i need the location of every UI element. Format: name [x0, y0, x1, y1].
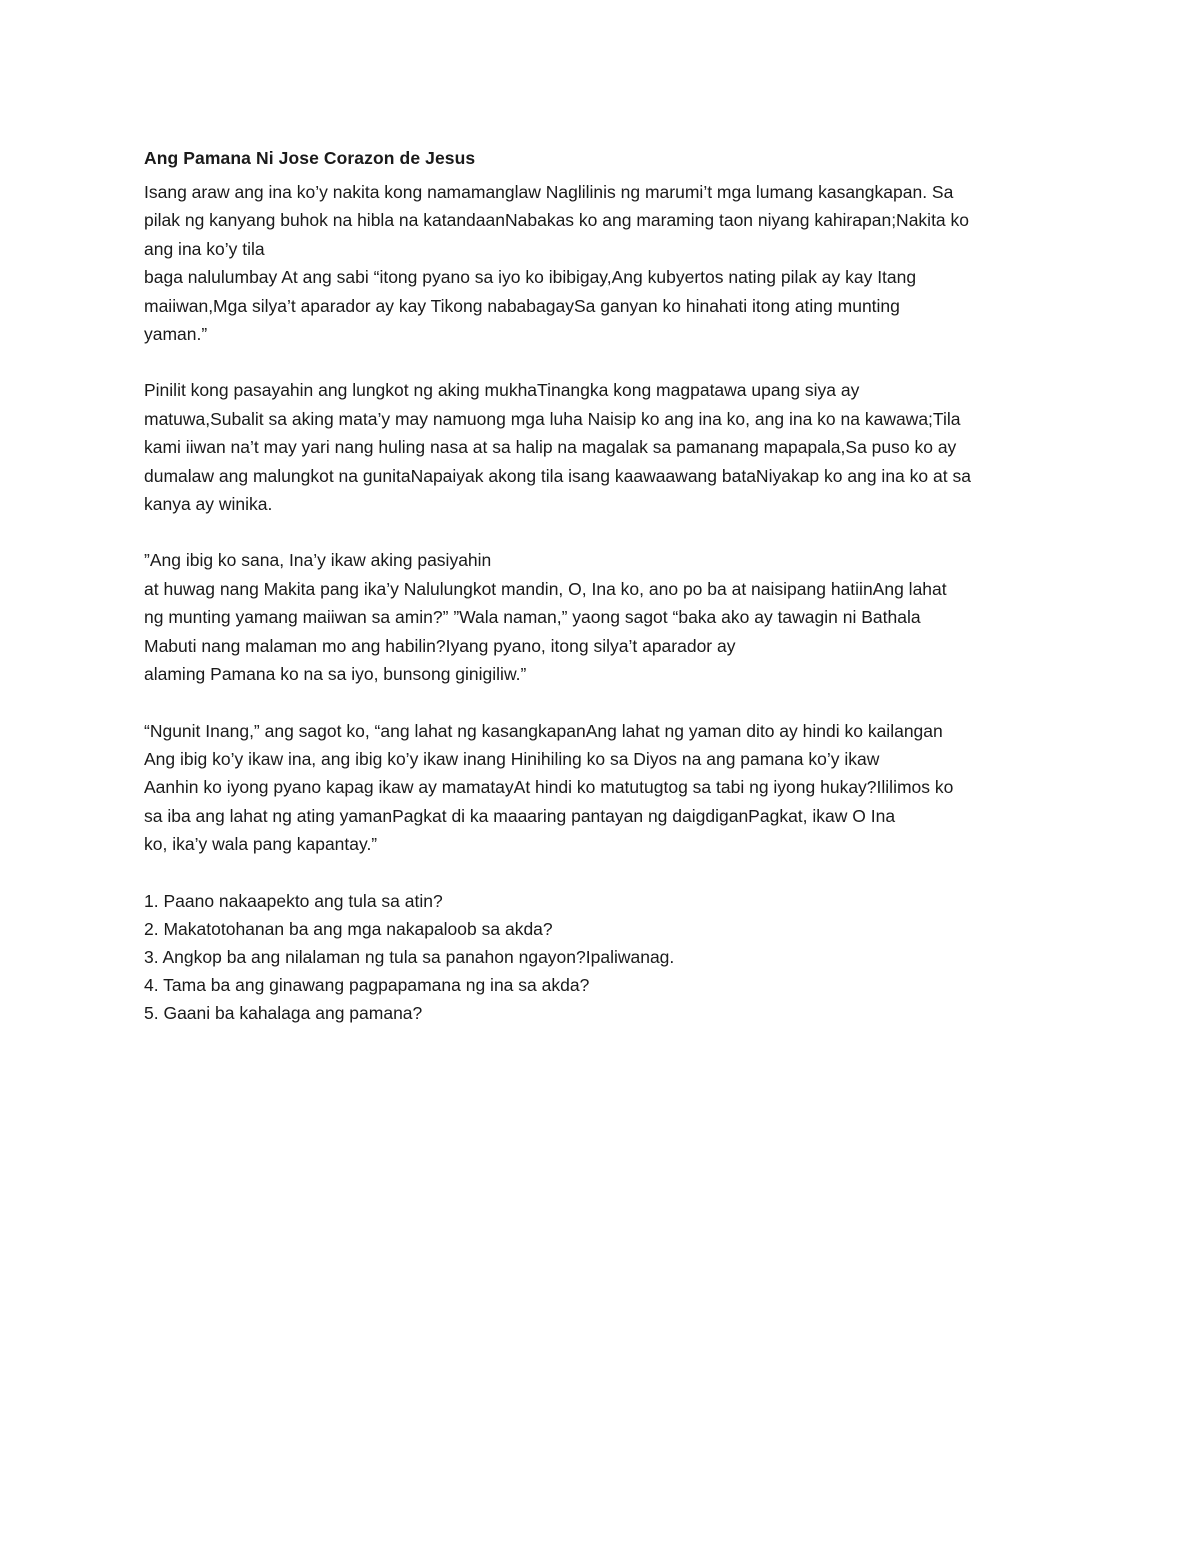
stanza-3 — [144, 546, 1064, 688]
stanza-line: kanya ay winika. — [144, 494, 273, 515]
stanza-line: pilak ng kanyang buhok na hibla na katandaanNabakas ko ang maraming taon niyang kahirapan;Nakita ko — [144, 210, 970, 231]
question-item: 3. Angkop ba ang nilalaman ng tula sa panahon ngayon?Ipaliwanag. — [144, 946, 675, 967]
stanza-line: baga nalulumbay At ang sabi “itong pyano sa iyo ko ibibigay,Ang kubyertos nating pilak ay kay Itang — [144, 267, 917, 288]
stanza-line: ng munting yamang maiiwan sa amin?” ”Wala naman,” yaong sagot “baka ako ay tawagin ni Bathala — [144, 607, 921, 628]
stanza-line: dumalaw ang malungkot na gunitaNapaiyak akong tila isang kaawaawang bataNiyakap ko ang ina ko at sa — [144, 465, 971, 486]
stanza-line: at huwag nang Makita pang ika’y Nalulungkot mandin, O, Ina ko, ano po ba at naisipang hatiinAng lahat — [144, 578, 947, 599]
stanza-line: sa iba ang lahat ng ating yamanPagkat di ka maaaring pantayan ng daigdiganPagkat, ikaw O Ina — [144, 805, 896, 826]
stanza-4 — [144, 717, 1064, 859]
stanza-line: Ang ibig ko’y ikaw ina, ang ibig ko’y ikaw inang Hinihiling ko sa Diyos na ang pamana ko’y ikaw — [144, 748, 880, 769]
document-page — [144, 144, 1064, 1028]
stanza-line: “Ngunit Inang,” ang sagot ko, “ang lahat ng kasangkapanAng lahat ng yaman dito ay hindi ko kailangan — [144, 720, 943, 741]
stanza-1 — [144, 178, 1064, 348]
document-title: Ang Pamana Ni Jose Corazon de Jesus — [144, 148, 476, 168]
question-item: 4. Tama ba ang ginawang pagpapamana ng ina sa akda? — [144, 975, 590, 996]
stanza-line: ”Ang ibig ko sana, Ina’y ikaw aking pasiyahin — [144, 550, 492, 571]
stanza-line: ko, ika’y wala pang kapantay.” — [144, 834, 378, 855]
stanza-line: ang ina ko’y tila — [144, 238, 265, 259]
stanza-line: matuwa,Subalit sa aking mata’y may namuong mga luha Naisip ko ang ina ko, ang ina ko na kawawa;Tila — [144, 408, 961, 429]
question-item: 2. Makatotohanan ba ang mga nakapaloob sa akda? — [144, 918, 553, 939]
stanza-2 — [144, 376, 1064, 518]
stanza-line: alaming Pamana ko na sa iyo, bunsong ginigiliw.” — [144, 664, 527, 685]
question-item: 5. Gaani ba kahalaga ang pamana? — [144, 1003, 423, 1024]
question-item: 1. Paano nakaapekto ang tula sa atin? — [144, 890, 443, 911]
stanza-line: Pinilit kong pasayahin ang lungkot ng aking mukhaTinangka kong magpatawa upang siya ay — [144, 380, 860, 401]
stanza-line: Isang araw ang ina ko’y nakita kong namamanglaw Naglilinis ng marumi’t mga lumang kasangkapan. Sa — [144, 182, 954, 202]
stanza-line: Aanhin ko iyong pyano kapag ikaw ay mamatayAt hindi ko matutugtog sa tabi ng iyong hukay?Ililimos ko — [144, 777, 954, 798]
stanza-line: Mabuti nang malaman mo ang habilin?Iyang pyano, itong silya’t aparador ay — [144, 635, 736, 656]
questions-list — [144, 887, 1064, 1028]
stanza-line: maiiwan,Mga silya’t aparador ay kay Tikong nababagaySa ganyan ko hinahati itong ating munting — [144, 295, 900, 316]
stanza-line: kami iiwan na’t may yari nang huling nasa at sa halip na magalak sa pamanang mapapala,Sa puso ko ay — [144, 437, 957, 458]
stanza-line: yaman.” — [144, 324, 208, 345]
